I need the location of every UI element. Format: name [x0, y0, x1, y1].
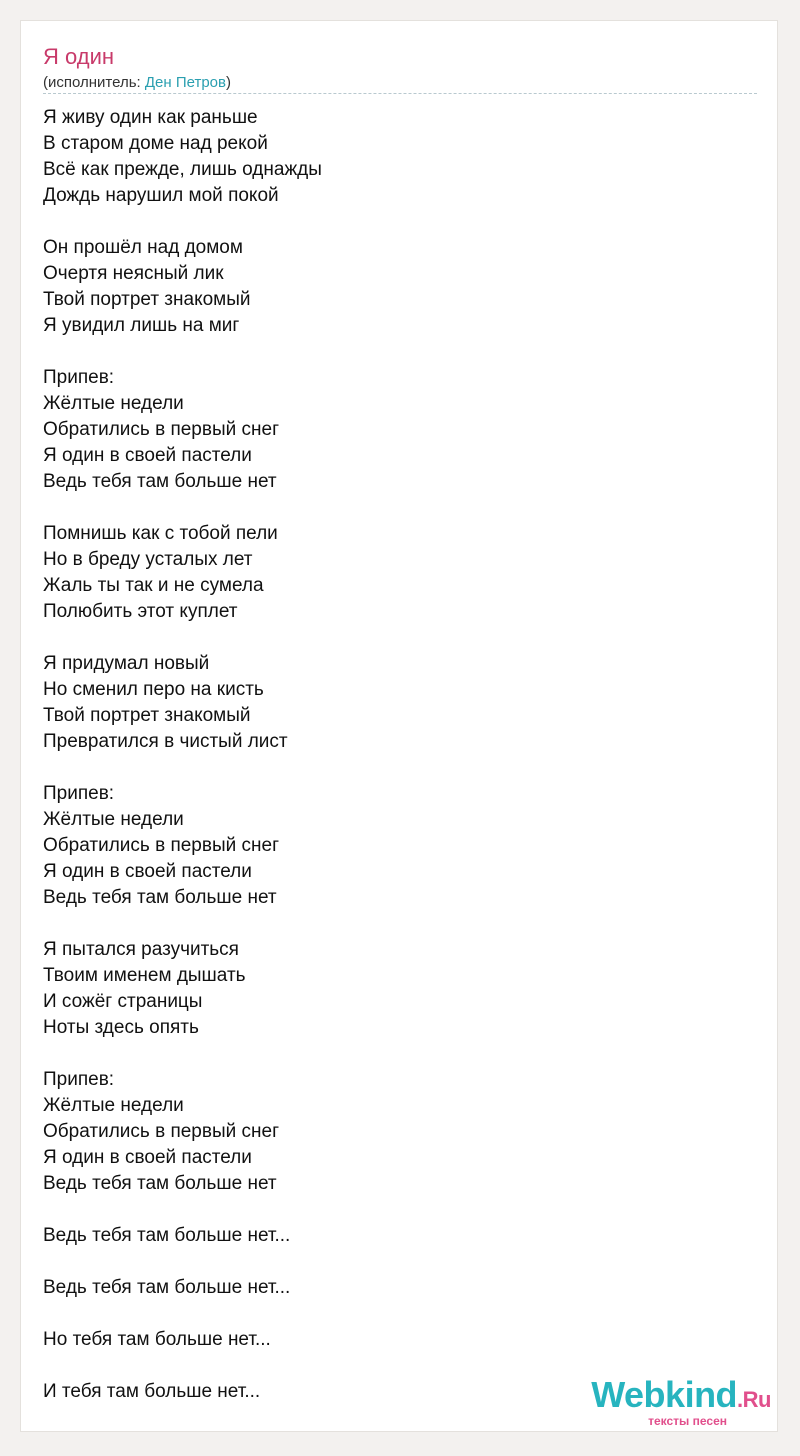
- stanza-gap: [43, 625, 743, 651]
- lyric-line: Жёлтые недели: [43, 1095, 184, 1116]
- stanza-gap: [43, 911, 743, 937]
- lyrics-body: [43, 105, 743, 1405]
- lyric-line: Я живу один как раньше: [43, 107, 258, 128]
- artist-suffix: ): [225, 74, 231, 91]
- lyric-line: Ноты здесь опять: [43, 1017, 199, 1038]
- artist-prefix: (исполнитель:: [43, 74, 145, 91]
- stanza-gap: [43, 1197, 743, 1223]
- lyric-line: Жёлтые недели: [43, 393, 184, 414]
- stanza-gap: [43, 755, 743, 781]
- lyric-line: Твоим именем дышать: [43, 965, 246, 986]
- stanza-gap: [43, 339, 743, 365]
- lyric-line: Всё как прежде, лишь однажды: [43, 159, 322, 180]
- lyric-line: Но тебя там больше нет...: [43, 1329, 271, 1350]
- lyric-line: Но сменил перо на кисть: [43, 679, 264, 700]
- lyric-line: Я один в своей пастели: [43, 861, 252, 882]
- stanza-gap: [43, 1041, 743, 1067]
- lyric-line: Я пытался разучиться: [43, 939, 239, 960]
- stanza-gap: [43, 209, 743, 235]
- lyric-line: Ведь тебя там больше нет: [43, 1173, 277, 1194]
- lyric-line: Превратился в чистый лист: [43, 731, 288, 752]
- logo-tagline: тексты песен: [648, 1414, 727, 1428]
- lyric-line: Я один в своей пастели: [43, 445, 252, 466]
- lyric-line: Ведь тебя там больше нет: [43, 471, 277, 492]
- lyric-line: Я увидил лишь на миг: [43, 315, 240, 336]
- lyric-line: Твой портрет знакомый: [43, 289, 251, 310]
- lyric-line: Очертя неясный лик: [43, 263, 224, 284]
- lyric-line: Ведь тебя там больше нет: [43, 887, 277, 908]
- lyric-line: Я придумал новый: [43, 653, 210, 674]
- title-divider: [43, 93, 757, 94]
- lyric-line: Жёлтые недели: [43, 809, 184, 830]
- stanza-gap: [43, 1249, 743, 1275]
- lyric-line: Жаль ты так и не сумела: [43, 575, 264, 596]
- lyric-line: Припев:: [43, 783, 115, 804]
- lyric-line: И сожёг страницы: [43, 991, 203, 1012]
- logo-main-text: Webkind: [591, 1374, 738, 1415]
- lyric-line: Припев:: [43, 367, 115, 388]
- stanza-gap: [43, 495, 743, 521]
- lyrics-card: [20, 20, 778, 1432]
- lyric-line: Твой портрет знакомый: [43, 705, 251, 726]
- artist-link[interactable]: Ден Петров: [144, 74, 226, 91]
- lyric-line: Дождь нарушил мой покой: [43, 185, 279, 206]
- stanza-gap: [43, 1301, 743, 1327]
- song-title: Я один: [43, 44, 115, 69]
- artist-line: [43, 73, 231, 93]
- lyric-line: Припев:: [43, 1069, 115, 1090]
- lyric-line: И тебя там больше нет...: [43, 1381, 261, 1402]
- site-logo[interactable]: [591, 1376, 771, 1427]
- lyric-line: Я один в своей пастели: [43, 1147, 252, 1168]
- lyric-line: Обратились в первый снег: [43, 835, 279, 856]
- lyric-line: Он прошёл над домом: [43, 237, 243, 258]
- logo-wordmark: [591, 1376, 771, 1419]
- lyric-line: Но в бреду усталых лет: [43, 549, 253, 570]
- lyric-line: Помнишь как с тобой пели: [43, 523, 278, 544]
- logo-domain-ext: .Ru: [737, 1387, 771, 1412]
- lyric-line: Полюбить этот куплет: [43, 601, 238, 622]
- lyric-line: Обратились в первый снег: [43, 1121, 279, 1142]
- lyric-line: Ведь тебя там больше нет...: [43, 1225, 291, 1246]
- lyric-line: Обратились в первый снег: [43, 419, 279, 440]
- lyric-line: Ведь тебя там больше нет...: [43, 1277, 291, 1298]
- lyric-line: В старом доме над рекой: [43, 133, 268, 154]
